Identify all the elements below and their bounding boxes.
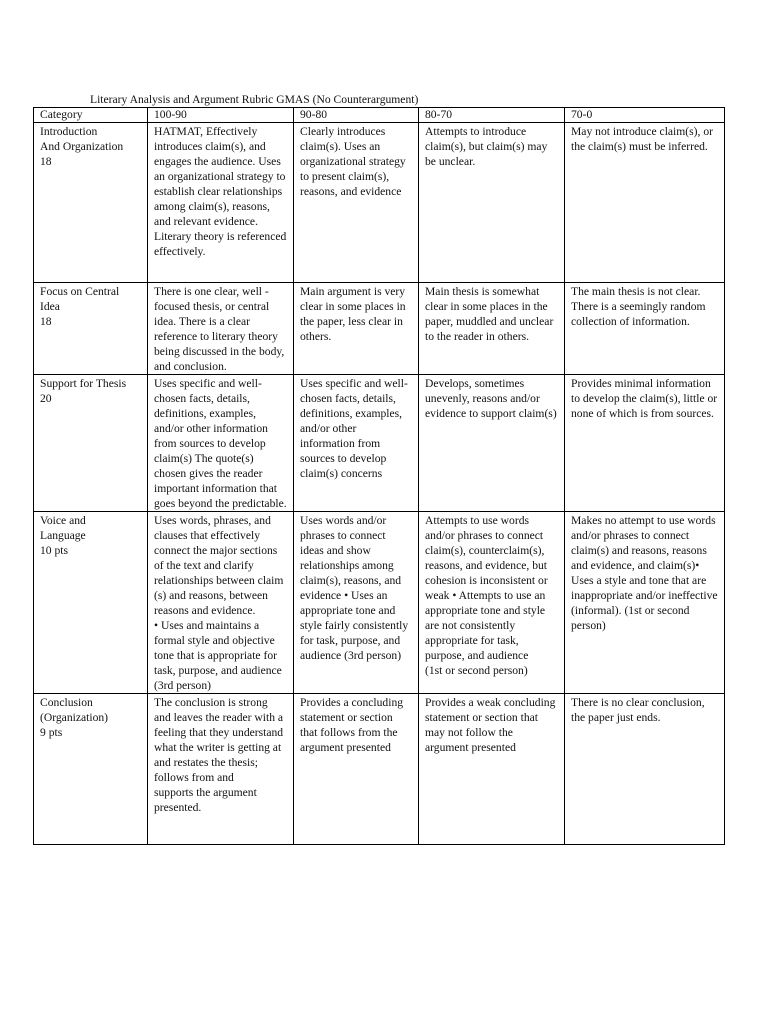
table-row	[34, 694, 725, 845]
criteria-cell: Attempts to introduce claim(s), but claim(s) may be unclear.	[419, 123, 565, 283]
header-score-70-0: 70-0	[565, 108, 725, 123]
criteria-cell: HATMAT, Effectively introduces claim(s), and engages the audience. Uses an organizational strategy to establish clear relationships among claim(s), reasons, and relevant evidence. Literary theory is referenced effectively.	[148, 123, 294, 283]
header-category: Category	[34, 108, 148, 123]
rubric-table	[33, 107, 725, 845]
criteria-cell: Develops, sometimes unevenly, reasons and/or evidence to support claim(s)	[419, 375, 565, 512]
header-score-80-70: 80-70	[419, 108, 565, 123]
criteria-cell: Clearly introduces claim(s). Uses an organizational strategy to present claim(s), reasons, and evidence	[294, 123, 419, 283]
criteria-cell: Main argument is very clear in some places in the paper, less clear in others.	[294, 283, 419, 375]
criteria-cell: There is no clear conclusion, the paper just ends.	[565, 694, 725, 845]
criteria-cell: The conclusion is strong and leaves the reader with a feeling that they understand what the writer is getting at and restates the thesis; follows from and supports the argument presented.	[148, 694, 294, 845]
table-row	[34, 123, 725, 283]
header-row	[34, 108, 725, 123]
criteria-cell: Provides a concluding statement or section that follows from the argument presented	[294, 694, 419, 845]
criteria-cell: Uses words and/or phrases to connect ideas and show relationships among claim(s), reasons, and evidence • Uses an appropriate tone and style fairly consistently for task, purpose, and audience (3rd person)	[294, 512, 419, 694]
criteria-cell: There is one clear, well - focused thesis, or central idea. There is a clear reference to literary theory being discussed in the body, and conclusion.	[148, 283, 294, 375]
category-cell: Voice and Language 10 pts	[34, 512, 148, 694]
criteria-cell: Main thesis is somewhat clear in some places in the paper, muddled and unclear to the reader in others.	[419, 283, 565, 375]
table-row	[34, 283, 725, 375]
criteria-cell: Provides minimal information to develop the claim(s), little or none of which is from sources.	[565, 375, 725, 512]
category-cell: Introduction And Organization 18	[34, 123, 148, 283]
criteria-cell: Uses specific and well-chosen facts, details, definitions, examples, and/or other information from sources to develop claim(s) concerns	[294, 375, 419, 512]
header-score-90-80: 90-80	[294, 108, 419, 123]
criteria-cell: Makes no attempt to use words and/or phrases to connect claim(s) and reasons, reasons and evidence, and claim(s)• Uses a style and tone that are inappropriate and/or ineffective (informal). (1st or second person)	[565, 512, 725, 694]
category-cell: Support for Thesis 20	[34, 375, 148, 512]
table-row	[34, 375, 725, 512]
category-cell: Conclusion (Organization) 9 pts	[34, 694, 148, 845]
document-title: Literary Analysis and Argument Rubric GMAS (No Counterargument)	[90, 93, 419, 106]
criteria-cell: Provides a weak concluding statement or section that may not follow the argument presented	[419, 694, 565, 845]
category-cell: Focus on Central Idea 18	[34, 283, 148, 375]
criteria-cell: May not introduce claim(s), or the claim(s) must be inferred.	[565, 123, 725, 283]
table-row	[34, 512, 725, 694]
criteria-cell: The main thesis is not clear. There is a seemingly random collection of information.	[565, 283, 725, 375]
criteria-cell: Uses words, phrases, and clauses that effectively connect the major sections of the text and clarify relationships between claim (s) and reasons, between reasons and evidence. • Uses and maintains a formal style and objective tone that is appropriate for task, purpose, and audience (3rd person)	[148, 512, 294, 694]
criteria-cell: Attempts to use words and/or phrases to connect claim(s), counterclaim(s), reasons, and evidence, but cohesion is inconsistent or weak • Attempts to use an appropriate tone and style are not consistently appropriate for task, purpose, and audience (1st or second person)	[419, 512, 565, 694]
header-score-100-90: 100-90	[148, 108, 294, 123]
criteria-cell: Uses specific and well-chosen facts, details, definitions, examples, and/or other information from sources to develop claim(s) The quote(s) chosen gives the reader important information that goes beyond the predictable.	[148, 375, 294, 512]
